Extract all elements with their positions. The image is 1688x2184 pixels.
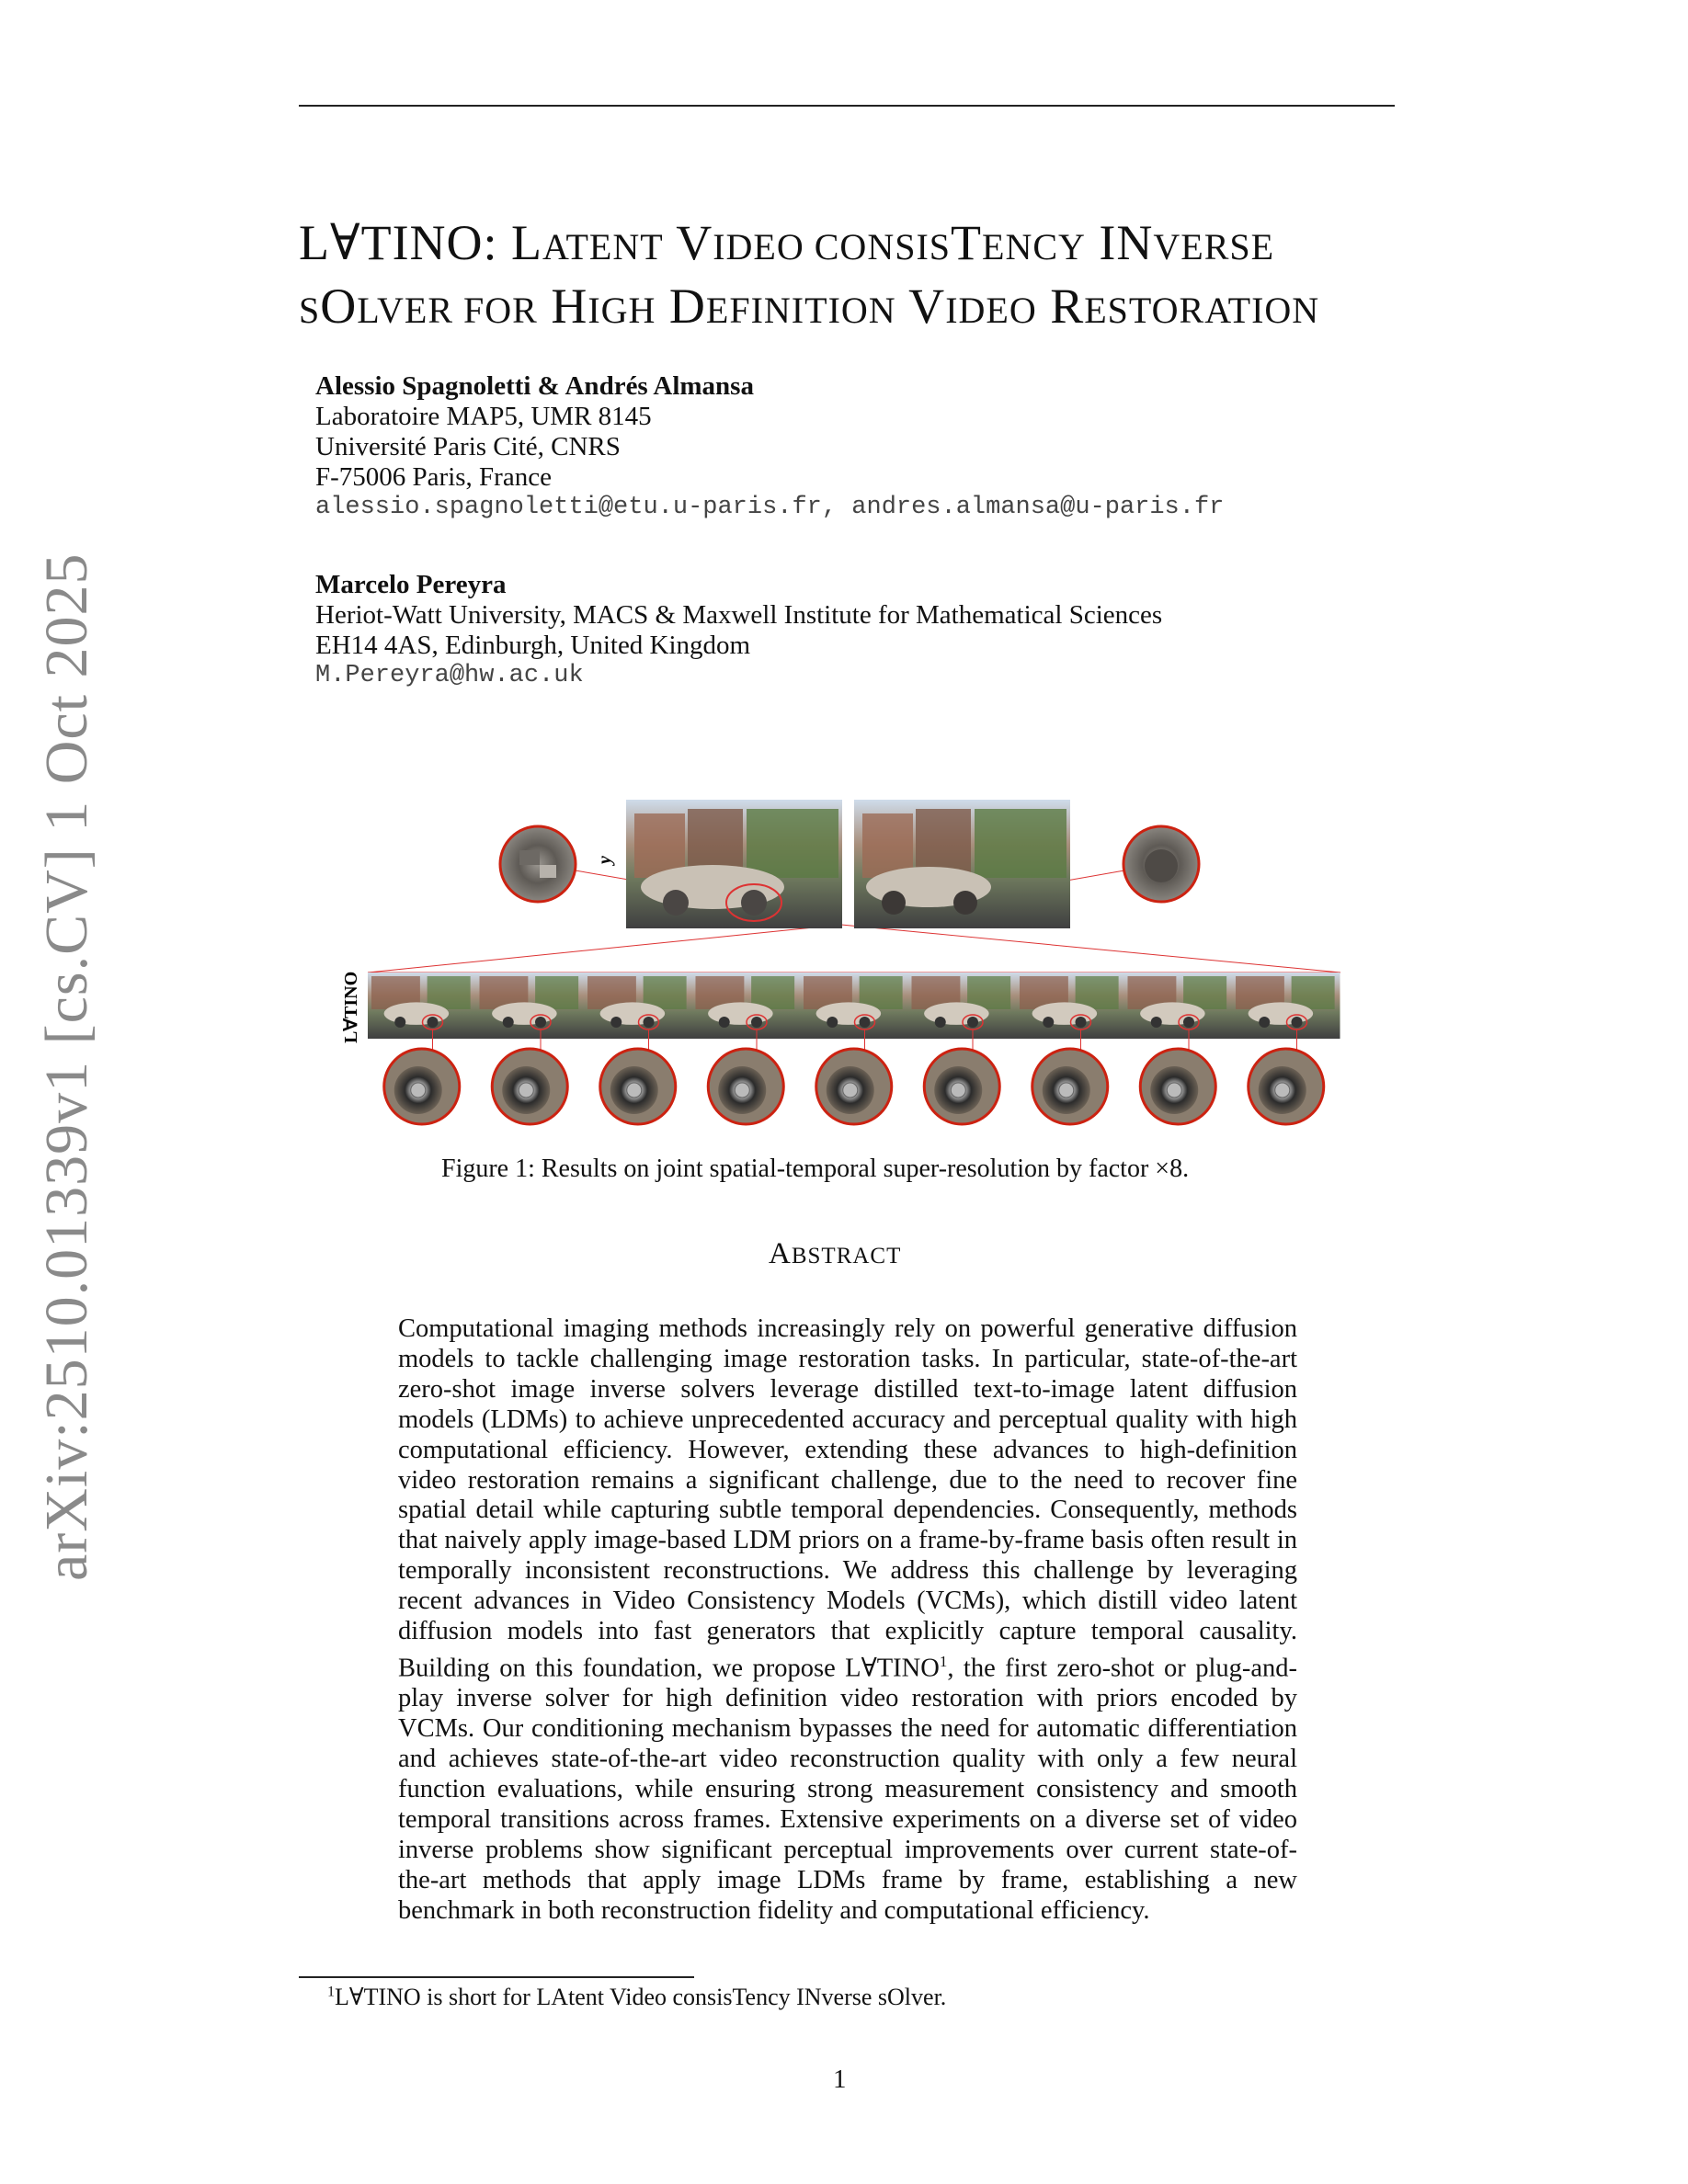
output-zoom-circle — [492, 1049, 567, 1124]
output-frame-strip — [368, 973, 1340, 1039]
measurement-frame-image — [626, 800, 842, 928]
abstract-body: Computational imaging methods increasingly rely on powerful generative diffusion models to tackle challenging image restoration tasks. In particular, state-of-the-art zero-shot image inverse solvers leverage distilled text-to-image latent diffusion models (LDMs) to achieve unprecedented accuracy and perceptual quality with high computational efficiency. However, extending these advances to high-definition video restoration remains a significant challenge, due to the need to recover fine spatial detail while capturing subtle temporal dependencies. Consequently, methods that naively apply image-based LDM priors on a frame-by-frame basis often result in temporally inconsistent reconstructions. We address this challenge by leveraging recent advances in Video Consistency Models (VCMs), which distill video latent diffusion models into fast generators that explicitly capture temporal causality. Building on this foundation, we propose L∀TINO$^1$, the first zero-shot or plug-and-play inverse solver for high definition video restoration with priors encoded by VCMs. Our conditioning mechanism bypasses the need for automatic differentiation and achieves state-of-the-art video reconstruction quality with only a few neural function evaluations, while ensuring strong measurement consistency and smooth temporal transitions across frames. Extensive experiments on a diverse set of video inverse problems show significant perceptual improvements over current state-of-the-art methods that apply image LDMs frame by frame, establishing a new benchmark in both reconstruction fidelity and computational efficiency. — [398, 1314, 1297, 1925]
author-email: alessio.spagnoletti@etu.u-paris.fr, andres.almansa@u-paris.fr — [315, 494, 1225, 521]
measurement-zoom-circle — [500, 826, 576, 902]
output-frame — [1016, 973, 1124, 1039]
affiliation-line: Laboratoire MAP5, UMR 8145 — [315, 402, 652, 431]
output-zoom-circle — [1249, 1049, 1324, 1124]
output-frame — [1232, 973, 1340, 1039]
output-zoom-circles — [384, 1029, 1324, 1124]
output-frame — [800, 973, 908, 1039]
title-line-2: SOLVER FOR HIGH DEFINITION VIDEO RESTORATION — [299, 279, 1320, 334]
affiliation-line: EH14 4AS, Edinburgh, United Kingdom — [315, 631, 751, 660]
affiliation-line: Université Paris Cité, CNRS — [315, 432, 621, 461]
author-email: M.Pereyra@hw.ac.uk — [315, 662, 584, 689]
output-zoom-circle — [708, 1049, 783, 1124]
author-name: Marcelo Pereyra — [315, 570, 507, 599]
footnote: $^1$L∀TINO is short for LAtent Video consisTency INverse sOlver. — [327, 1984, 947, 2010]
figure-caption: Figure 1: Results on joint spatial-temporal super-resolution by factor ×8. — [441, 1155, 1190, 1183]
title-line-1: L∀TINO: LATENT VIDEO CONSISTENCY INVERSE — [299, 215, 1275, 270]
arxiv-identifier: arXiv:2510.01339v1 [cs.CV] 1 Oct 2025 — [33, 552, 100, 1581]
reconstruction-frame-image — [854, 800, 1070, 928]
output-zoom-circle — [924, 1049, 999, 1124]
output-frame — [584, 973, 692, 1039]
abstract-heading: ABSTRACT — [769, 1237, 902, 1270]
affiliation-line: Heriot-Watt University, MACS & Maxwell Institute for Mathematical Sciences — [315, 600, 1163, 630]
measurement-label: y — [595, 856, 615, 864]
reconstruction-zoom-circle — [1123, 826, 1199, 902]
author-name: Alessio Spagnoletti & Andrés Almansa — [315, 371, 754, 401]
affiliation-line: F-75006 Paris, France — [315, 462, 552, 492]
footnote-rule — [299, 1976, 694, 1978]
output-frame — [368, 973, 476, 1039]
method-label: L∀TINO — [341, 971, 361, 1043]
output-zoom-circle — [1032, 1049, 1108, 1124]
output-zoom-circle — [600, 1049, 676, 1124]
output-frame — [476, 973, 585, 1039]
output-frame — [692, 973, 801, 1039]
page-number: 1 — [833, 2065, 847, 2094]
output-zoom-circle — [384, 1049, 460, 1124]
output-zoom-circle — [816, 1049, 892, 1124]
footnote-ref: 1 — [939, 1652, 948, 1670]
output-zoom-circle — [1140, 1049, 1215, 1124]
output-frame — [908, 973, 1017, 1039]
output-frame — [1124, 973, 1233, 1039]
